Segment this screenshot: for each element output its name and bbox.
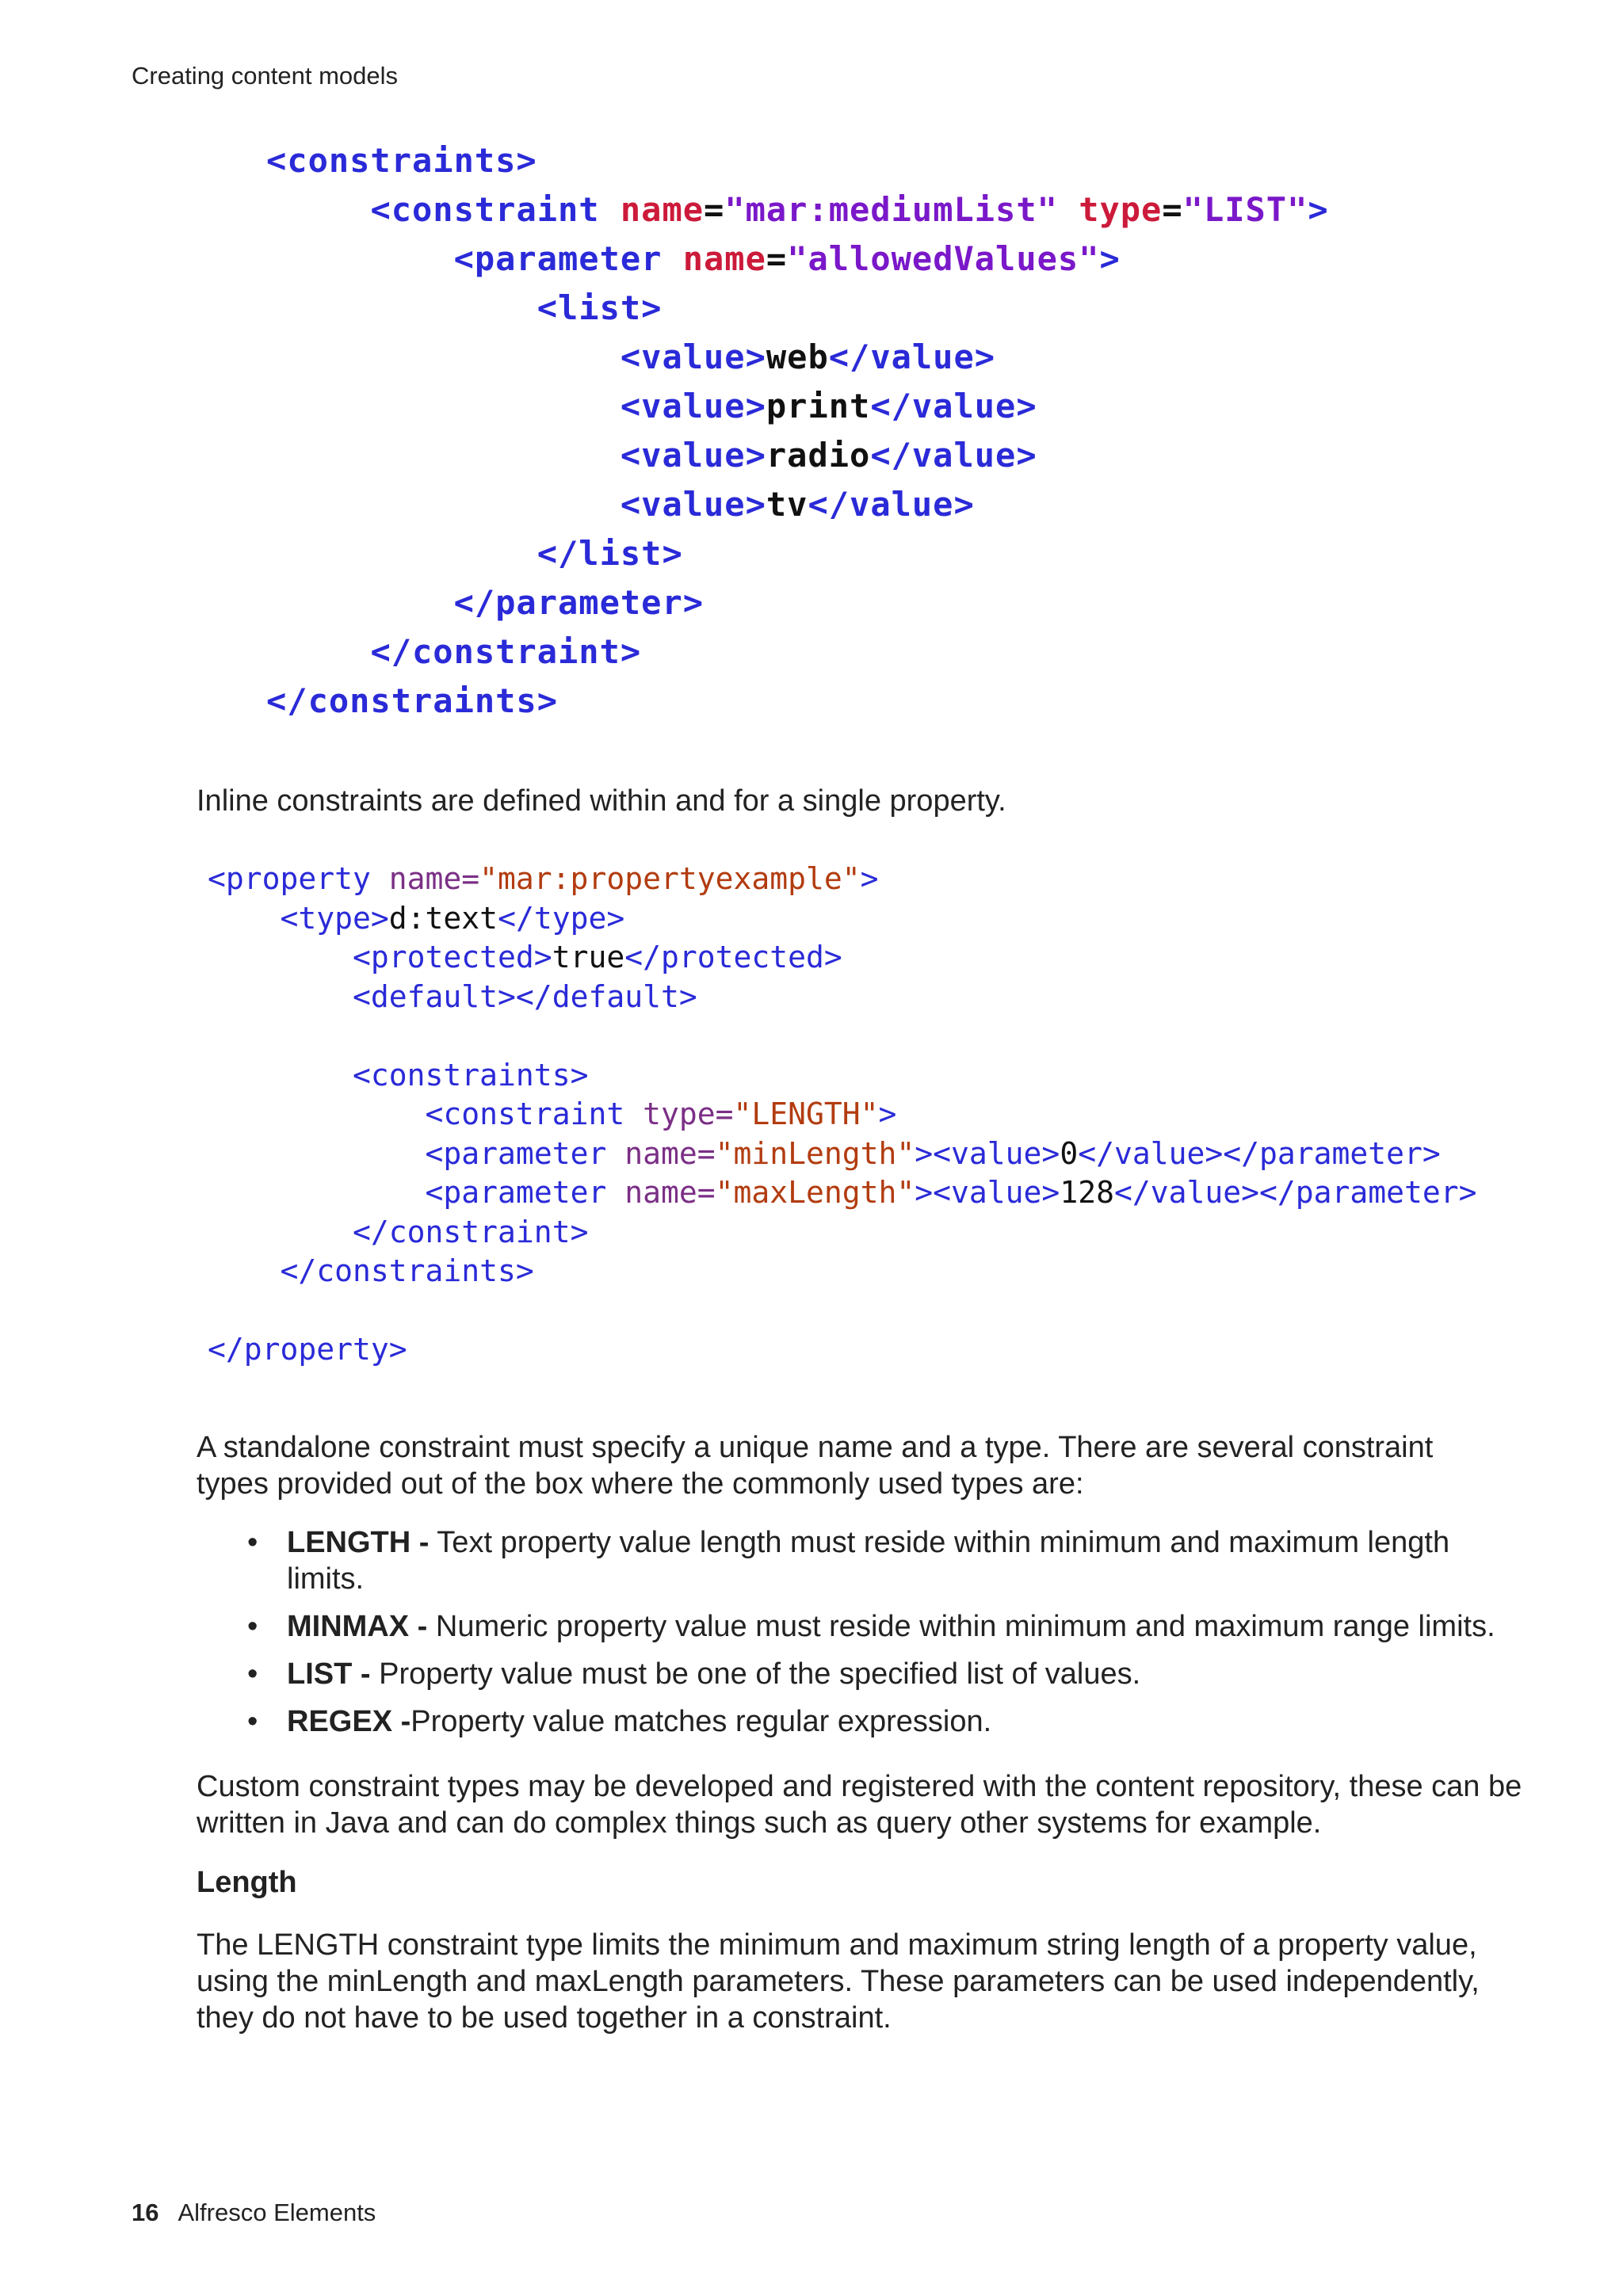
code-line: <constraints>	[266, 141, 537, 180]
bullet-icon: •	[247, 1657, 258, 1691]
section-heading-length: Length	[197, 1866, 297, 1899]
bullet-icon: •	[247, 1526, 258, 1559]
paragraph-standalone-constraint: A standalone constraint must specify a unique name and a type. There are several constraint types provided out of the box where the commonly used types are:	[197, 1431, 1434, 1501]
paragraph-custom-constraints: Custom constraint types may be developed and registered with the content repository, these can be written in Java and can do complex things such as query other systems for example.	[197, 1770, 1522, 1840]
xml-property-constraint-example: <property name="mar:propertyexample"> <type>d:text</type> <protected>true</protected> <default></default> <constraints> <constraint type="LENGTH"> <parameter name="minLength"><value>0</value></parameter> <parameter name="maxLength"><value>128</value></parameter> </constraint> </constraints> </property>	[208, 861, 1477, 1367]
page-number: 16	[132, 2199, 159, 2226]
xml-list-constraint-example: <constraints> <constraint name="mar:mediumList" type="LIST"> <parameter name="allowedValues"> <list> <value>web</value> <value>print</value> <value>radio</value> <value>tv</value> </list> </parameter> </constraint> </constraints>	[266, 141, 1329, 720]
list-item: • LENGTH - Text property value length must reside within minimum and maximum length limits.	[247, 1526, 1450, 1596]
bullet-icon: •	[247, 1705, 258, 1738]
paragraph-length-constraint: The LENGTH constraint type limits the minimum and maximum string length of a property value, using the minLength and maxLength parameters. These parameters can be used independently, they do not have to be used together in a constraint.	[197, 1928, 1480, 2035]
list-item: • LIST - Property value must be one of the specified list of values.	[247, 1657, 1141, 1691]
running-header: Creating content models	[132, 62, 399, 90]
book-title: Alfresco Elements	[178, 2199, 376, 2226]
page-footer	[132, 2199, 376, 2227]
list-item: • MINMAX - Numeric property value must reside within minimum and maximum range limits.	[247, 1610, 1495, 1643]
bullet-icon: •	[247, 1610, 258, 1643]
list-item: • REGEX -Property value matches regular expression.	[247, 1705, 992, 1738]
constraint-types-list	[238, 1524, 1522, 1751]
paragraph-inline-constraints: Inline constraints are defined within and for a single property.	[197, 784, 1006, 818]
